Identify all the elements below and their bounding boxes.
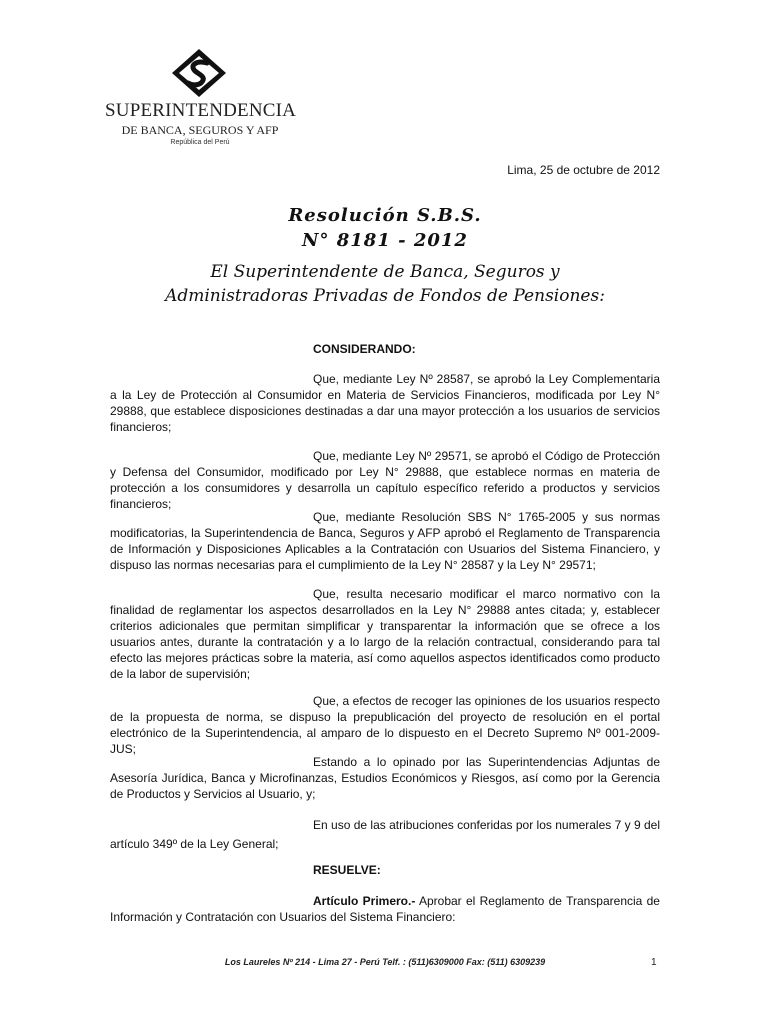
- paragraph: Que, mediante Ley Nº 28587, se aprobó la Ley Complementaria a la Ley de Protección al Consumidor en Materia de Servicios Financieros, modificada por Ley N° 29888, que establece disposiciones destinadas a dar una mayor protección a los usuarios de servicios financieros;: [110, 372, 660, 434]
- resolution-number: N° 8181 - 2012: [302, 230, 468, 251]
- logo-subtitle: DE BANCA, SEGUROS Y AFP: [121, 123, 279, 137]
- page-number: 1: [651, 957, 657, 968]
- resuelve-heading: RESUELVE:: [313, 863, 381, 877]
- article-text: Aprobar el Reglamento de Transparencia de Información y Contratación con Usuarios del Sistema Financiero:: [110, 894, 660, 924]
- paragraph: Que, resulta necesario modificar el marco normativo con la finalidad de reglamentar los aspectos desarrollados en la Ley N° 29888 antes citada; y, establecer criterios adicionales que permitan simplificar y transparentar la información que se ofrece a los usuarios antes, durante la contratación y a lo largo de la relación contractual, considerando para tal efecto las mejores prácticas sobre la materia, así como aquellos aspectos identificados como producto de la labor de supervisión;: [110, 587, 660, 681]
- footer-address: Los Laureles Nº 214 - Lima 27 - Perú Telf. : (511)6309000 Fax: (511) 6309239: [224, 957, 546, 967]
- logo-country: República del Perú: [170, 139, 230, 146]
- sbs-logo: [105, 48, 295, 152]
- article-label: Artículo Primero.-: [313, 894, 416, 908]
- document-date: Lima, 25 de octubre de 2012: [507, 163, 660, 177]
- authority-line-1: El Superintendente de Banca, Seguros y: [210, 262, 560, 282]
- paragraph: En uso de las atribuciones conferidas por los numerales 7 y 9 del artículo 349º de la Ley General;: [110, 818, 660, 851]
- paragraph: Que, a efectos de recoger las opiniones de los usuarios respecto de la propuesta de norma, se dispuso la prepublicación del proyecto de resolución en el portal electrónico de la Superintendencia, al amparo de lo dispuesto en el Decreto Supremo Nº 001-2009-JUS;: [110, 694, 660, 756]
- authority-line-2: Administradoras Privadas de Fondos de Pensiones:: [165, 286, 605, 306]
- paragraph: Que, mediante Ley Nº 29571, se aprobó el Código de Protección y Defensa del Consumidor, modificado por Ley N° 29888, que establece normas en materia de protección a los consumidores y desarrolla un capítulo específico referido a productos y servicios financieros;: [110, 449, 660, 511]
- paragraph: Estando a lo opinado por las Superintendencias Adjuntas de Asesoría Jurídica, Banca y Microfinanzas, Estudios Económicos y Riesgos, así como por la Gerencia de Productos y Servicios al Usuario, y;: [110, 755, 660, 801]
- resolution-title: Resolución S.B.S.: [288, 205, 482, 226]
- paragraph: Que, mediante Resolución SBS N° 1765-2005 y sus normas modificatorias, la Superintendencia de Banca, Seguros y AFP aprobó el Reglamento de Transparencia de Información y Disposiciones Aplicables a la Contratación con Usuarios del Sistema Financiero, y dispuso las normas necesarias para el cumplimiento de la Ley N° 28587 y la Ley N° 29571;: [110, 510, 660, 572]
- considerando-heading: CONSIDERANDO:: [313, 342, 416, 356]
- logo-title: SUPERINTENDENCIA: [105, 100, 297, 121]
- sbs-diamond-logo-icon: [167, 48, 231, 98]
- article-paragraph: [110, 893, 660, 925]
